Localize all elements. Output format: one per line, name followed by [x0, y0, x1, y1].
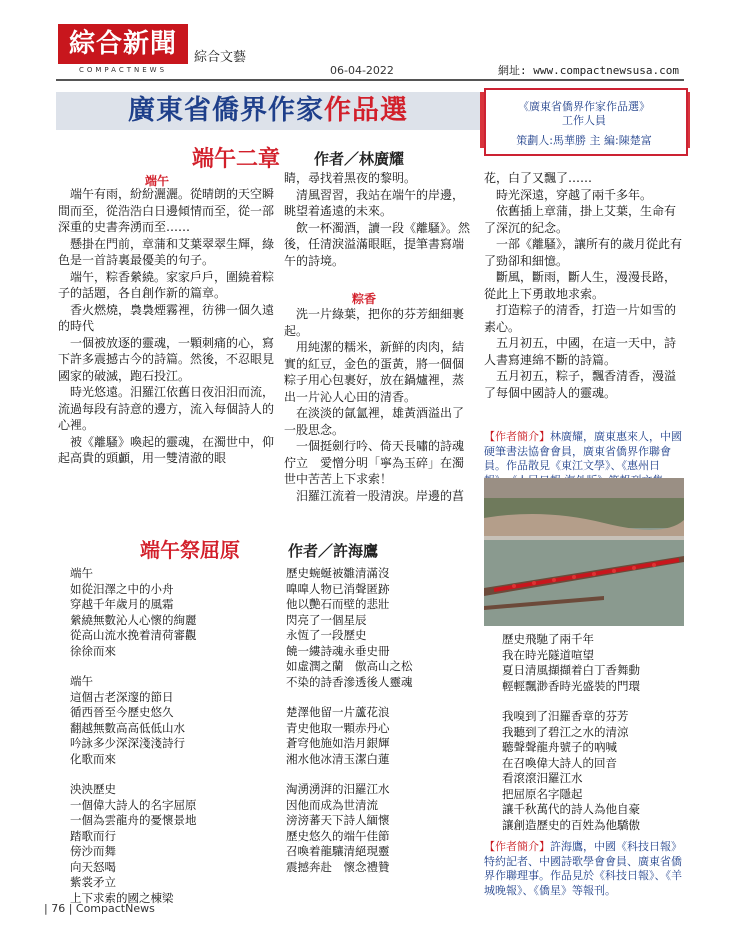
poem-line: 把屈原名字隱起 — [502, 786, 583, 801]
article2-poem-right — [502, 632, 684, 833]
paragraph: 五月初五，粽子，飄香清香，漫溢了每個中國詩人的靈魂。 — [484, 369, 677, 400]
poem-line: 如從汨澤之中的小舟 — [70, 581, 174, 596]
poem-line: 在召喚偉大詩人的回音 — [502, 755, 617, 770]
issue-date: 06-04-2022 — [330, 64, 394, 77]
poem-line: 泱泱歷史 — [70, 782, 116, 796]
poem-line: 震撼奔赴 懷念禮贊 — [286, 859, 390, 874]
paragraph: 汨羅江流着一股清淚。岸邊的菖 — [284, 488, 465, 503]
paragraph: 在淡淡的氤氳裡，雄黃酒溢出了一股思念。 — [284, 406, 465, 437]
poem-line: 穿越千年歲月的風霜 — [70, 597, 174, 611]
poem-line: 楚澤他留一片蘆花浪 — [286, 705, 390, 719]
poem-line: 循西晉至今歷史悠久 — [70, 705, 174, 719]
poem-line: 召喚着龍驤清絕現靈 — [286, 844, 390, 858]
poem-line: 看滾滾汨羅江水 — [502, 771, 583, 785]
poem-line: 滂滂蕃天下詩人緬懷 — [286, 813, 390, 827]
article2-byline: 作者／許海鷹 — [288, 542, 379, 560]
poem-line: 徐徐而來 — [70, 643, 116, 658]
poem-line: 一個為雲龍舟的憂懷景地 — [70, 813, 197, 827]
poem-line: 端午 — [70, 674, 93, 688]
poem-line: 讓創造歷史的百姓為他驕傲 — [502, 817, 640, 832]
article1-title: 端午二章 — [192, 147, 281, 172]
paragraph: 懸掛在門前，章蒲和艾葉翠翠生輝，綠色是一首詩裏最優美的句子。 — [58, 236, 275, 267]
poem-line — [286, 767, 476, 782]
staff-box-credits: 策劃人:馬華勝 主 編:陳楚富 — [516, 134, 652, 147]
paragraph: 打造粽子的清香，打造一片如雪的素心。 — [484, 303, 677, 334]
poem-line: 我嗅到了汨羅香章的芬芳 — [502, 709, 629, 723]
poem-line: 歷史悠久的端午佳節 — [286, 828, 390, 843]
poem-line: 上下求索的國之棟梁 — [70, 890, 174, 905]
poem-line: 端午 — [70, 566, 93, 580]
poem-line: 嘷嘷人物已消聲匿跡 — [286, 581, 390, 596]
header-rule — [56, 79, 684, 81]
paragraph: 時光悠遠。汨羅江依舊日夜汨汨而流，流過每段有詩意的邊方，流入每個詩人的心裡。 — [58, 385, 275, 432]
poem-line: 淘湧湧湃的汨羅江水 — [286, 782, 390, 796]
poem-line: 饒一縷詩魂永垂史冊 — [286, 643, 390, 658]
paragraph: 一個挺劍行吟、倚天長嘯的詩魂佇立 愛憎分明「寧為玉碎」在濁世中苦苦上下求索！ — [284, 439, 465, 486]
poem-line: 蒼穹他施如浩月銀輝 — [286, 736, 390, 750]
paragraph: 被《離騷》喚起的靈魂，在濁世中，仰起高貴的頭顱，用一雙清澈的眼 — [58, 434, 275, 465]
poem-line — [502, 694, 684, 709]
poem-line: 永恆了一段歷史 — [286, 628, 367, 642]
article1-byline: 作者／林廣耀 — [314, 150, 405, 168]
poem-line: 我聽到了碧江之水的清涼 — [502, 724, 629, 739]
article2-author-note: 【作者簡介】許海鷹，中國《科技日報》特約記者、中國詩歌學會會員、廣東省僑界作聯理事。作品見於《科技日報》、《羊城晚報》、《僑星》等報刊。 — [484, 840, 682, 897]
website-url[interactable]: 網址: www.compactnewsusa.com — [498, 64, 679, 77]
page-footer: | 76 | CompactNews — [44, 902, 155, 915]
poem-line — [286, 690, 476, 705]
poem-line: 如虛潤之蘭 傲高山之松 — [286, 659, 413, 673]
paragraph: 斷風，斷雨，斷人生，漫漫長路，從此上下勇敢地求索。 — [484, 270, 677, 301]
poem-line: 閃亮了一個星辰 — [286, 612, 367, 627]
poem-line: 踏歌而行 — [70, 828, 116, 843]
paragraph: 端午，粽香縈繞。家家戶戶，圍繞着粽子的話題，各自創作新的篇章。 — [58, 269, 275, 300]
paragraph: 一個被放逐的靈魂，一顆刺痛的心，寫下許多震撼古今的詩篇。然後，不忍眼見國家的破滅，跑石投江。 — [58, 335, 275, 383]
staff-box-title: 《廣東省僑界作家作品選》 — [518, 100, 650, 113]
paragraph: 洗一片綠葉，把你的芬芳細細裹起。 — [284, 307, 465, 338]
poem-line: 向天怒喝 — [70, 859, 116, 874]
poem-line: 因他而成為世清流 — [286, 797, 378, 812]
poem-line: 這個古老深邃的節日 — [70, 689, 174, 704]
paragraph: 香火燃燒，裊裊煙霧裡，彷彿一個久遠的時代 — [58, 302, 275, 333]
poem-line: 湘水他冰清玉潔白蓮 — [286, 751, 390, 766]
article1-author-note: 【作者簡介】林廣耀，廣東惠來人，中國硬筆書法協會會員，廣東省僑界作聯會員。作品散見《東江文學》、《惠州日 — [484, 430, 682, 472]
article1-column2-bottom — [284, 306, 474, 504]
poem-line: 不染的詩香滲透後人靈魂 — [286, 674, 413, 689]
poem-line: 夏日清風擷擷着白丁香舞動 — [502, 663, 640, 677]
article2-title: 端午祭屈原 — [140, 538, 240, 562]
poem-line: 輕輕飄渺香時光盛裝的門環 — [502, 678, 640, 693]
poem-line: 縈繞無數沁人心懷的絢麗 — [70, 612, 197, 627]
poem-line: 聽聲聲龍舟號子的吶喊 — [502, 740, 617, 754]
poem-line — [70, 767, 270, 782]
poem-line: 一個偉大詩人的名字屈原 — [70, 797, 197, 812]
poem-line: 翻越無數高高低低山水 — [70, 720, 185, 735]
poem-line: 紫裳矛立 — [70, 875, 116, 889]
poem-line: 讓千秋萬代的詩人為他自豪 — [502, 802, 640, 816]
poem-line: 從高山流水挽着清荷審觀 — [70, 628, 197, 642]
paragraph: 花，白了又飄了…… — [484, 171, 593, 185]
article1-column1 — [58, 186, 278, 467]
article1-column3 — [484, 170, 684, 401]
staff-box-subtitle: 工作人員 — [562, 114, 606, 127]
article1-column2-top — [284, 170, 474, 269]
poem-line: 歷史蜿蜒被雛清滿沒 — [286, 566, 390, 580]
section-name: 綜合文藝 — [194, 50, 247, 65]
paragraph: 睛，尋找着黑夜的黎明。 — [284, 171, 417, 185]
logo-subtitle: COMPACTNEWS — [78, 66, 168, 74]
paragraph: 五月初五，中國，在這一天中，詩人書寫連綿不斷的詩篇。 — [484, 336, 677, 367]
poem-line — [70, 659, 270, 674]
paragraph: 一部《離騷》，讓所有的歲月從此有了勁卻和細憶。 — [484, 237, 683, 268]
page-title: 廣東省僑界作家作品選 — [128, 95, 408, 126]
article2-poem-middle — [286, 566, 476, 875]
poem-line: 青史他取一顆赤丹心 — [286, 720, 390, 735]
paragraph: 依舊插上章蒲，掛上艾葉，生命有了深沉的紀念。 — [484, 204, 677, 235]
poem-line: 化歌而來 — [70, 751, 116, 766]
poem-line: 我在時光隧道喧望 — [502, 647, 594, 662]
paragraph: 飲一杯濁酒，讀一段《離騷》。然後，任清淚溢滿眼眶，提筆書寫端午的詩境。 — [284, 220, 471, 268]
article1-subtitle-zongxiang: 粽香 — [352, 292, 377, 306]
paragraph: 用純潔的糯米，新鮮的肉肉，結實的紅豆，金色的蛋黃，將一個個粽子用心包裹好，放在鍋爐裡，蒸出一片沁人心田的清香。 — [284, 340, 465, 404]
article2-poem-left — [70, 566, 270, 906]
paragraph: 時光深遠，穿越了兩千多年。 — [484, 187, 653, 202]
paragraph: 清風習習，我站在端午的岸邊，眺望着遙遠的未來。 — [284, 187, 465, 218]
poem-line: 他以艷石而壁的悲壯 — [286, 597, 390, 611]
poem-line: 傍沙而舞 — [70, 844, 116, 858]
logo: 綜合新聞 — [58, 24, 188, 64]
poem-line: 歷史飛馳了兩千年 — [502, 632, 594, 646]
article1-subtitle-duanwu: 端午 — [144, 174, 169, 188]
poem-line: 吟詠多少深深淺淺詩行 — [70, 736, 185, 750]
dragon-boat-photo — [484, 478, 684, 626]
paragraph: 端午有雨，紛紛灑灑。從晴朗的天空瞬間而至，從浩浩白日邊傾情而至，從一部深重的史書奔湧而至…… — [58, 187, 275, 234]
